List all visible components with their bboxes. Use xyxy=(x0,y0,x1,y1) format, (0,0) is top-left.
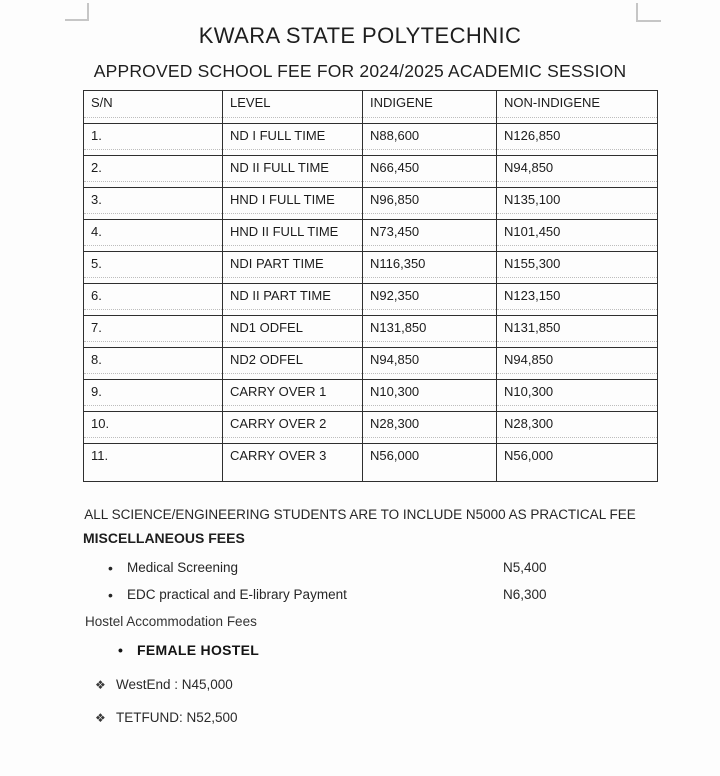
cell-level xyxy=(223,380,363,411)
cell-sn xyxy=(84,124,223,155)
sn-value: 7. xyxy=(91,320,102,335)
non-indigene-value: N28,300 xyxy=(504,416,554,431)
table-row xyxy=(84,412,657,444)
dotted-rule xyxy=(84,213,222,214)
table-header-row xyxy=(84,91,657,124)
hostel-item-label: TETFUND: N52,500 xyxy=(116,710,238,725)
page-corner-mark-left xyxy=(65,3,89,21)
level-value: ND II FULL TIME xyxy=(230,160,329,175)
table-row xyxy=(84,444,657,481)
dotted-rule xyxy=(223,277,362,278)
table-row xyxy=(84,252,657,284)
indigene-value: N96,850 xyxy=(370,192,420,207)
non-indigene-value: N94,850 xyxy=(504,160,554,175)
dotted-rule xyxy=(497,181,657,182)
cell-level xyxy=(223,316,363,347)
indigene-value: N73,450 xyxy=(370,224,420,239)
level-value: ND II PART TIME xyxy=(230,288,331,303)
table-row xyxy=(84,220,657,252)
cell-indigene xyxy=(363,220,497,251)
header-cell-level xyxy=(223,91,363,123)
cell-level xyxy=(223,188,363,219)
school-fees-table xyxy=(83,90,658,482)
dotted-rule xyxy=(363,437,496,438)
dotted-rule xyxy=(363,213,496,214)
cell-indigene xyxy=(363,124,497,155)
dotted-rule xyxy=(363,181,496,182)
dotted-rule xyxy=(84,181,222,182)
level-value: CARRY OVER 3 xyxy=(230,448,327,463)
cell-non-indigene xyxy=(497,412,657,443)
page-corner-mark-right xyxy=(636,3,661,22)
dotted-rule xyxy=(223,437,362,438)
cell-sn xyxy=(84,284,223,315)
dotted-rule xyxy=(223,309,362,310)
dotted-rule xyxy=(223,373,362,374)
cell-level xyxy=(223,412,363,443)
header-cell-sn xyxy=(84,91,223,123)
cell-non-indigene xyxy=(497,348,657,379)
cell-sn xyxy=(84,444,223,481)
table-row xyxy=(84,316,657,348)
dotted-rule xyxy=(223,405,362,406)
document-title: KWARA STATE POLYTECHNIC xyxy=(198,23,522,48)
header-sn-label: S/N xyxy=(91,95,113,110)
sn-value: 6. xyxy=(91,288,102,303)
cell-non-indigene xyxy=(497,252,657,283)
indigene-value: N56,000 xyxy=(370,448,420,463)
indigene-value: N66,450 xyxy=(370,160,420,175)
misc-item-label: Medical Screening xyxy=(127,560,239,575)
cell-non-indigene xyxy=(497,316,657,347)
practical-fee-note: ALL SCIENCE/ENGINEERING STUDENTS ARE TO INCLUDE N5000 AS PRACTICAL FEE xyxy=(84,507,636,522)
cell-indigene xyxy=(363,412,497,443)
level-value: CARRY OVER 2 xyxy=(230,416,327,431)
hostel-item-tetfund xyxy=(0,710,720,730)
dotted-rule xyxy=(84,373,222,374)
cell-non-indigene xyxy=(497,284,657,315)
cell-sn xyxy=(84,316,223,347)
hostel-fees-heading: Hostel Accommodation Fees xyxy=(85,614,257,629)
dotted-rule xyxy=(223,213,362,214)
indigene-value: N28,300 xyxy=(370,416,420,431)
misc-item-edc-elibrary xyxy=(0,587,720,607)
cell-level xyxy=(223,156,363,187)
dotted-rule xyxy=(84,149,222,150)
cell-indigene xyxy=(363,252,497,283)
bullet-icon: • xyxy=(118,642,123,658)
header-cell-non-indigene xyxy=(497,91,657,123)
level-value: NDI PART TIME xyxy=(230,256,324,271)
cell-indigene xyxy=(363,380,497,411)
level-value: HND I FULL TIME xyxy=(230,192,335,207)
dotted-rule xyxy=(84,277,222,278)
cell-level xyxy=(223,284,363,315)
dotted-rule xyxy=(497,309,657,310)
level-value: ND1 ODFEL xyxy=(230,320,303,335)
dotted-rule xyxy=(497,117,657,118)
cell-sn xyxy=(84,156,223,187)
table-row xyxy=(84,124,657,156)
cell-indigene xyxy=(363,316,497,347)
dotted-rule xyxy=(497,277,657,278)
dotted-rule xyxy=(363,277,496,278)
sn-value: 5. xyxy=(91,256,102,271)
miscellaneous-fees-heading: MISCELLANEOUS FEES xyxy=(83,530,245,546)
non-indigene-value: N94,850 xyxy=(504,352,554,367)
cell-non-indigene xyxy=(497,220,657,251)
dotted-rule xyxy=(497,149,657,150)
dotted-rule xyxy=(497,405,657,406)
non-indigene-value: N131,850 xyxy=(504,320,561,335)
table-row xyxy=(84,156,657,188)
cell-sn xyxy=(84,252,223,283)
cell-indigene xyxy=(363,348,497,379)
sn-value: 8. xyxy=(91,352,102,367)
level-value: CARRY OVER 1 xyxy=(230,384,327,399)
cell-sn xyxy=(84,188,223,219)
dotted-rule xyxy=(497,213,657,214)
level-value: ND2 ODFEL xyxy=(230,352,303,367)
indigene-value: N92,350 xyxy=(370,288,420,303)
table-row xyxy=(84,380,657,412)
dotted-rule xyxy=(84,309,222,310)
header-indigene-label: INDIGENE xyxy=(370,95,433,110)
cell-sn xyxy=(84,412,223,443)
non-indigene-value: N126,850 xyxy=(504,128,561,143)
dotted-rule xyxy=(363,341,496,342)
header-cell-indigene xyxy=(363,91,497,123)
level-value: HND II FULL TIME xyxy=(230,224,339,239)
cell-sn xyxy=(84,348,223,379)
document-subtitle: APPROVED SCHOOL FEE FOR 2024/2025 ACADEMIC SESSION xyxy=(93,61,627,81)
dotted-rule xyxy=(363,405,496,406)
sn-value: 1. xyxy=(91,128,102,143)
diamond-bullet-icon: ❖ xyxy=(95,711,106,725)
hostel-type-female xyxy=(0,642,720,662)
dotted-rule xyxy=(84,437,222,438)
dotted-rule xyxy=(497,245,657,246)
diamond-bullet-icon: ❖ xyxy=(95,678,106,692)
cell-non-indigene xyxy=(497,188,657,219)
indigene-value: N10,300 xyxy=(370,384,420,399)
dotted-rule xyxy=(363,245,496,246)
sn-value: 2. xyxy=(91,160,102,175)
indigene-value: N131,850 xyxy=(370,320,427,335)
dotted-rule xyxy=(223,341,362,342)
indigene-value: N88,600 xyxy=(370,128,420,143)
dotted-rule xyxy=(497,341,657,342)
dotted-rule xyxy=(223,245,362,246)
cell-non-indigene xyxy=(497,156,657,187)
misc-item-amount: N5,400 xyxy=(503,560,547,575)
cell-level xyxy=(223,252,363,283)
cell-sn xyxy=(84,380,223,411)
cell-indigene xyxy=(363,284,497,315)
dotted-rule xyxy=(223,117,362,118)
non-indigene-value: N155,300 xyxy=(504,256,561,271)
indigene-value: N94,850 xyxy=(370,352,420,367)
hostel-type-label: FEMALE HOSTEL xyxy=(137,642,260,658)
sn-value: 10. xyxy=(91,416,110,431)
cell-level xyxy=(223,348,363,379)
cell-non-indigene xyxy=(497,444,657,481)
dotted-rule xyxy=(223,149,362,150)
dotted-rule xyxy=(497,373,657,374)
hostel-item-westend xyxy=(0,677,720,697)
non-indigene-value: N101,450 xyxy=(504,224,561,239)
header-non-indigene-label: NON-INDIGENE xyxy=(504,95,601,110)
bullet-icon: • xyxy=(108,560,113,576)
non-indigene-value: N56,000 xyxy=(504,448,554,463)
sn-value: 3. xyxy=(91,192,102,207)
non-indigene-value: N123,150 xyxy=(504,288,561,303)
cell-indigene xyxy=(363,156,497,187)
dotted-rule xyxy=(84,341,222,342)
dotted-rule xyxy=(363,373,496,374)
non-indigene-value: N10,300 xyxy=(504,384,554,399)
table-row xyxy=(84,348,657,380)
misc-item-amount: N6,300 xyxy=(503,587,547,602)
non-indigene-value: N135,100 xyxy=(504,192,561,207)
indigene-value: N116,350 xyxy=(370,256,426,271)
cell-indigene xyxy=(363,444,497,481)
dotted-rule xyxy=(497,437,657,438)
cell-sn xyxy=(84,220,223,251)
cell-non-indigene xyxy=(497,124,657,155)
cell-level xyxy=(223,220,363,251)
dotted-rule xyxy=(84,117,222,118)
sn-value: 4. xyxy=(91,224,102,239)
header-level-label: LEVEL xyxy=(230,95,271,110)
cell-indigene xyxy=(363,188,497,219)
bullet-icon: • xyxy=(108,587,113,603)
cell-non-indigene xyxy=(497,380,657,411)
misc-item-medical-screening xyxy=(0,560,720,580)
dotted-rule xyxy=(84,245,222,246)
dotted-rule xyxy=(84,405,222,406)
misc-item-label: EDC practical and E-library Payment xyxy=(127,587,347,602)
dotted-rule xyxy=(363,309,496,310)
dotted-rule xyxy=(363,149,496,150)
level-value: ND I FULL TIME xyxy=(230,128,326,143)
table-row xyxy=(84,188,657,220)
hostel-item-label: WestEnd : N45,000 xyxy=(116,677,233,692)
cell-level xyxy=(223,124,363,155)
sn-value: 11. xyxy=(91,448,109,463)
cell-level xyxy=(223,444,363,481)
table-row xyxy=(84,284,657,316)
sn-value: 9. xyxy=(91,384,102,399)
dotted-rule xyxy=(363,117,496,118)
dotted-rule xyxy=(223,181,362,182)
